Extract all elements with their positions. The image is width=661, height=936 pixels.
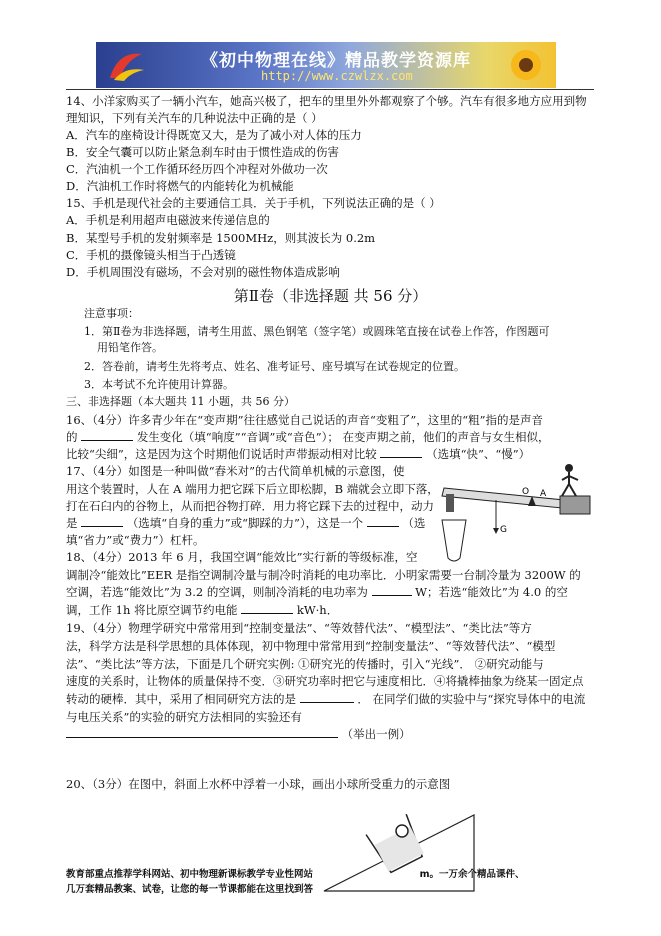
q14-stem-line2: 理知识，下列有关汽车的几种说法中正确的是（ ）: [66, 111, 323, 125]
incline-cup-figure: [322, 795, 482, 895]
header-rule: [66, 89, 594, 90]
note-3: 3．本考试不允许使用计算器。: [84, 378, 234, 391]
q15-option-a: A．手机是利用超声电磁波来传递信息的: [66, 213, 270, 227]
q17-line3: 打在石臼内的谷物上，从而把谷物打碎．用力将它踩下去的过程中，动力: [66, 499, 434, 513]
q14-option-a: A．汽车的座椅设计得既宽又大，是为了减小对人体的压力: [66, 128, 362, 142]
q16-text: （选填“快”、“慢”）: [426, 447, 531, 461]
floating-ball-icon: [396, 825, 408, 837]
q18-text: W；若选“能效比”为 4.0 的空: [415, 585, 568, 599]
q16-text: 的: [66, 430, 78, 444]
q15-option-b: B．某型号手机的发射频率是 1500MHz，则其波长为 0.2m: [66, 231, 376, 245]
q17-line2: 用这个装置时，人在 A 端用力把它踩下后立即松脚，B 端就会立即下落，: [66, 482, 439, 496]
q19-blank-2[interactable]: [66, 737, 338, 738]
q19-line1: 19、（4分）物理学研究中常常用到“控制变量法”、“等效替代法”、“模型法”、“类比法”等方: [66, 621, 532, 635]
q14-option-b: B．安全气囊可以防止紧急刹车时由于惯性造成的伤害: [66, 145, 339, 159]
q15-stem: 15、手机是现代社会的主要通信工具．关于手机，下列说法正确的是（ ）: [66, 196, 441, 210]
q18-text: 调，工作 1h 将比原空调节约电能: [66, 603, 238, 617]
q17-blank-1[interactable]: [81, 526, 123, 527]
header-banner: [96, 42, 556, 88]
q15-option-c: C．手机的摄像镜头相当于凸透镜: [66, 248, 236, 262]
q19-line7: [66, 727, 411, 741]
q16-blank-1[interactable]: [81, 440, 133, 441]
q18-line4: [66, 603, 338, 617]
q14-option-c: C．汽油机一个工作循环经历四个冲程对外做功一次: [66, 162, 328, 176]
banner-url[interactable]: http://www.czwlzx.com: [261, 69, 413, 83]
pestle-head: [446, 494, 454, 512]
q18-blank-2[interactable]: [241, 613, 293, 614]
q14-stem-line1: 14、小洋家购买了一辆小汽车，她高兴极了，把车的里里外外都观察了个够。汽车有很多地方应用到物: [66, 94, 587, 108]
q18-blank-1[interactable]: [372, 595, 412, 596]
q19-blank-1[interactable]: [300, 702, 354, 703]
banner-title: 《初中物理在线》精品教学资源库: [201, 51, 471, 71]
q19-line3: 法”、“类比法”等方法，下面是几个研究实例: ①研究光的传播时，引入“光线”． ②研究动能与: [66, 657, 544, 671]
footer-text: 教育部重点推荐学科网站、初中物理新课标教学专业性网站: [66, 869, 314, 880]
q17-line1: 17、（4分）如图是一种叫做“舂米对”的古代简单机械的示意图，使: [66, 464, 405, 478]
q17-text: （选: [402, 516, 426, 530]
pestle-lever-figure: [436, 460, 596, 570]
platform: [560, 496, 590, 514]
footer-text: m。一万余个精品课件、: [419, 869, 525, 880]
footer-line1: [66, 866, 525, 880]
q18-line1: 18、（4分）2013 年 6 月，我国空调“能效比”实行新的等级标准，空: [66, 550, 418, 564]
notes-heading: 注意事项：: [84, 307, 139, 320]
q14-option-d: D．汽油机工作时将燃气的内能转化为机械能: [66, 179, 294, 193]
sunflower-icon: [504, 46, 548, 84]
q18-text: 空调，若选“能效比”为 3.2 的空调，则制冷消耗的电功率为: [66, 585, 368, 599]
q20-line1: 20、（3分）在图中，斜面上水杯中浮着一小球，画出小球所受重力的示意图: [66, 777, 451, 791]
person-body-icon: [562, 472, 578, 496]
q18-line2: 调制冷“能效比”EER 是指空调制冷量与制冷时消耗的电功率比．小明家需要一台制冷量为 3200W 的: [66, 568, 581, 582]
label-a: A: [540, 489, 547, 499]
mortar-icon: [442, 520, 466, 561]
q16-line2: [66, 430, 550, 444]
note-1-line2: 用铅笔作答。: [97, 341, 163, 354]
q19-text: 转动的硬棒．其中，采用了相同研究方法的是: [66, 692, 296, 706]
label-o: O: [522, 487, 530, 497]
footer-line2: 几万套精品教案、试卷，让您的每一节课都能在这里找到答: [66, 884, 314, 895]
note-1-line1: 1．第Ⅱ卷为非选择题，请考生用蓝、黑色钢笔（签字笔）或圆珠笔直接在试卷上作答，作图题可: [84, 325, 550, 338]
q17-text: （选填“自身的重力”或“脚踩的力”），这是一个: [126, 516, 364, 530]
q16-line3: [66, 447, 530, 461]
q17-line5: 填“省力”或“费力”）杠杆。: [66, 533, 205, 547]
q19-line2: 法，科学方法是科学思想的具体体现，初中物理中常常用到“控制变量法”、“等效替代法”、“模型: [66, 639, 556, 653]
q19-text: （举出一例）: [341, 727, 411, 741]
section-2-title: 第Ⅱ卷（非选择题 共 56 分）: [233, 287, 428, 305]
q17-line4: [66, 516, 425, 530]
note-2: 2．答卷前，请考生先将考点、姓名、准考证号、座号填写在试卷规定的位置。: [84, 360, 465, 373]
q16-text: 发生变化（填“响度”“音调”或“音色”）； 在变声期之前，他们的声音与女生相似，: [136, 430, 550, 444]
site-logo-icon: [106, 48, 146, 82]
q19-text: ． 在同学们做的实验中与“探究导体中的电流: [357, 692, 586, 706]
part-3-heading: 三、非选择题（本大题共 11 小题，共 56 分）: [66, 395, 295, 408]
q16-blank-2[interactable]: [380, 457, 422, 458]
q16-line1: 16、（4分）许多青少年在“变声期”往往感觉自己说话的声音“变粗了”，这里的“粗”指的是声音: [66, 413, 543, 427]
gravity-arrowhead: [493, 528, 499, 534]
q15-option-d: D．手机周围没有磁场，不会对别的磁性物体造成影响: [66, 265, 340, 279]
person-head-icon: [565, 464, 573, 472]
q19-line6: 与电压关系”的实验的研究方法相同的实验还有: [66, 710, 302, 724]
q18-text: kW·h．: [296, 603, 339, 617]
q16-text: 比较“尖细”，这是因为这个时期他们说话时声带振动相对比较: [66, 447, 377, 461]
q17-text: 是: [66, 516, 78, 530]
q18-line3: [66, 585, 568, 599]
label-g: G: [500, 525, 507, 535]
q19-line5: [66, 692, 585, 706]
q17-blank-2[interactable]: [367, 526, 399, 527]
q19-line4: 速度的关系时，让物体的质量保持不变．③研究功率时把它与速度相比．④将撬棒抽象为绕某一固定点: [66, 674, 584, 688]
